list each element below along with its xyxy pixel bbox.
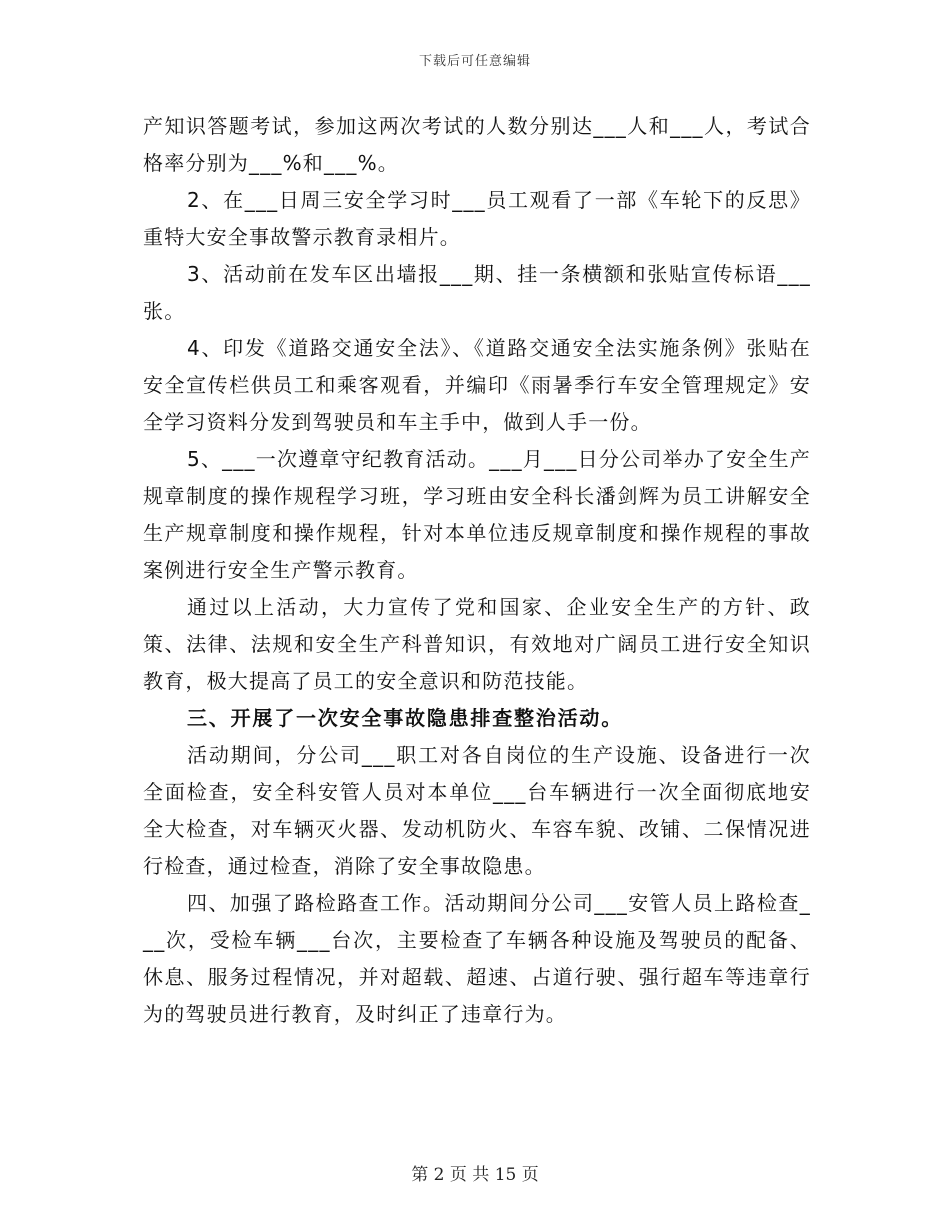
page-number: 第 2 页 共 15 页 <box>411 1165 539 1185</box>
section-heading-3: 三、开展了一次安全事故隐患排查整治活动。 <box>187 706 623 730</box>
paragraph-section-3-body: 活动期间，分公司___职工对各自岗位的生产设施、设备进行一次全面检查，安全科安管人员对本单位___台车辆进行一次全面彻底地安全大检查，对车辆灭火器、发动机防火、车容车貌、改铺、二保情况进行检查，通过检查，消除了安全事故隐患。 <box>143 743 811 878</box>
page-header: 下载后可任意编辑 <box>418 54 531 69</box>
paragraph-item-5: 5、___一次遵章守纪教育活动。___月___日分公司举办了安全生产规章制度的操作规程学习班，学习班由安全科长潘剑辉为员工讲解安全生产规章制度和操作规程，针对本单位违反规章制度和操作规程的事故案例进行安全生产警示教育。 <box>143 447 811 582</box>
paragraph-item-4: 4、印发《道路交通安全法》、《道路交通安全法实施条例》张贴在安全宣传栏供员工和乘客观看，并编印《雨暑季行车安全管理规定》安全学习资料分发到驾驶员和车主手中，做到人手一份。 <box>143 336 811 434</box>
document-body <box>143 108 811 1033</box>
paragraph-item-3: 3、活动前在发车区出墙报___期、挂一条横额和张贴宣传标语___张。 <box>143 262 811 323</box>
paragraph-summary: 通过以上活动，大力宣传了党和国家、企业安全生产的方针、政策、法律、法规和安全生产科普知识，有效地对广阔员工进行安全知识教育，极大提高了员工的安全意识和防范技能。 <box>143 595 811 693</box>
paragraph-item-2: 2、在___日周三安全学习时___员工观看了一部《车轮下的反思》重特大安全事故警示教育录相片。 <box>143 188 811 249</box>
paragraph-section-4: 四、加强了路检路查工作。活动期间分公司___安管人员上路检查___次，受检车辆___台次，主要检查了车辆各种设施及驾驶员的配备、休息、服务过程情况，并对超载、超速、占道行驶、强行超车等违章行为的驾驶员进行教育，及时纠正了违章行为。 <box>143 891 811 1026</box>
paragraph-continuation: 产知识答题考试，参加这两次考试的人数分别达___人和___人，考试合格率分别为___%和___%。 <box>143 114 811 175</box>
